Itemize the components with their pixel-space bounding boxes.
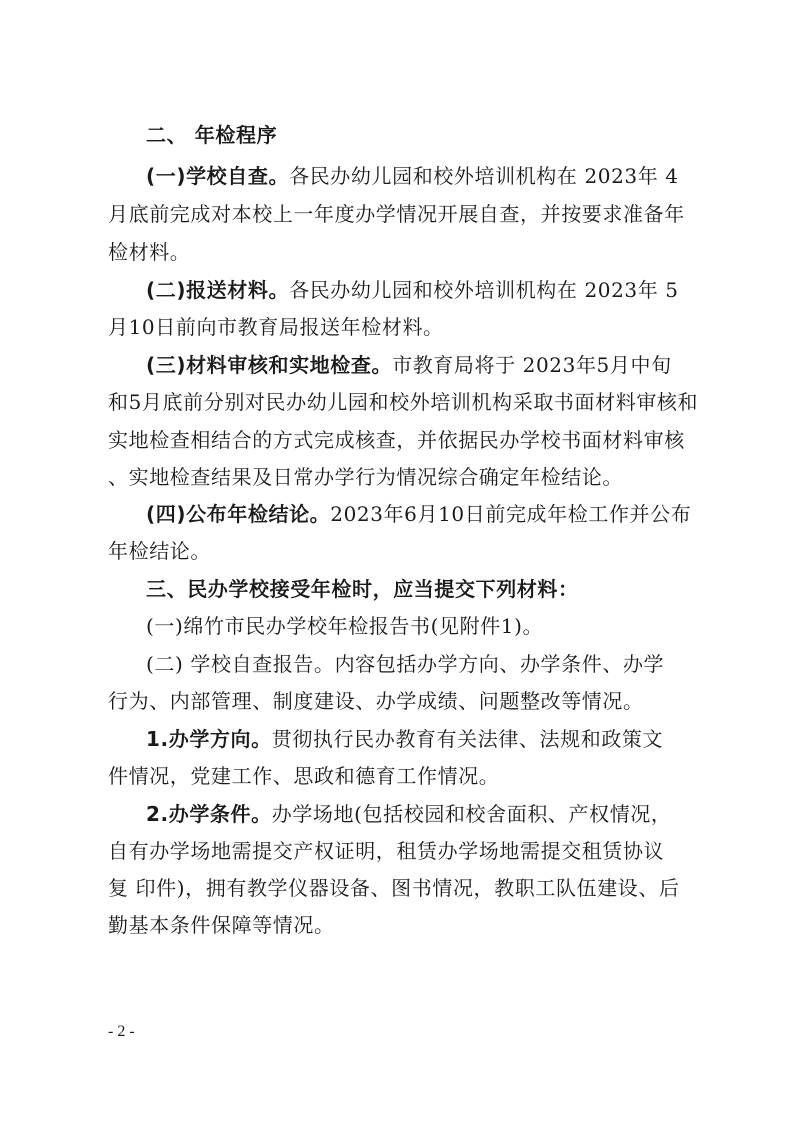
subitem-school-conditions — [146, 800, 746, 828]
paragraph-label: (一)学校自查。 — [146, 164, 290, 188]
material-item-self-report: (二) 学校自查报告。内容包括办学方向、办学条件、办学 — [146, 652, 665, 676]
paragraph-text-line: 勤基本条件保障等情况。 — [108, 913, 335, 937]
paragraph-text-line: 复 印件)，拥有教学仪器设备、图书情况，教职工队伍建设、后 — [108, 876, 680, 900]
paragraph-text-line: 件情况，党建工作、思政和德育工作情况。 — [108, 764, 500, 788]
paragraph-submit-materials — [146, 276, 746, 304]
section-heading-inspection-procedure: 二、 年检程序 — [146, 123, 278, 147]
subitem-label: 1.办学方向。 — [146, 727, 272, 751]
subitem-school-direction — [146, 725, 746, 753]
paragraph-text-line: 自有办学场地需提交产权证明，租赁办学场地需提交租赁协议 — [108, 839, 665, 863]
paragraph-text-line: 检材料。 — [108, 240, 191, 264]
subitem-text: 贯彻执行民办教育有关法律、法规和政策文 — [271, 727, 664, 751]
paragraph-text: 2023年6月10日前完成年检工作并公布 — [330, 502, 692, 526]
paragraph-text-line: 行为、内部管理、制度建设、办学成绩、问题整改等情况。 — [108, 689, 644, 713]
subitem-text: 办学场地(包括校园和校舍面积、产权情况， — [271, 802, 672, 826]
paragraph-text: 各民办幼儿园和校外培训机构在 2023年 5 — [289, 278, 679, 302]
paragraph-label: (三)材料审核和实地检查。 — [146, 353, 393, 377]
page-number: - 2 - — [108, 1023, 135, 1040]
paragraph-text-line: 年检结论。 — [108, 539, 211, 563]
paragraph-text-line: 月10日前向市教育局报送年检材料。 — [108, 315, 444, 339]
paragraph-label: (四)公布年检结论。 — [146, 502, 331, 526]
material-item-annual-report: (一)绵竹市民办学校年检报告书(见附件1)。 — [146, 614, 544, 638]
paragraph-text-line: 实地检查相结合的方式完成核查，并依据民办学校书面材料审核 — [108, 428, 685, 452]
paragraph-text-line: 和5月底前分别对民办幼儿园和校外培训机构采取书面材料审核和 — [108, 390, 699, 414]
paragraph-review-and-inspection — [146, 351, 746, 379]
paragraph-label: (二)报送材料。 — [146, 278, 290, 302]
section-heading-required-materials: 三、民办学校接受年检时，应当提交下列材料： — [146, 577, 579, 601]
paragraph-text: 市教育局将于 2023年5月中旬 — [392, 353, 672, 377]
paragraph-text-line: 月底前完成对本校上一年度办学情况开展自查，并按要求准备年 — [108, 202, 685, 226]
paragraph-publish-results — [146, 500, 746, 528]
paragraph-text: 各民办幼儿园和校外培训机构在 2023年 4 — [289, 164, 679, 188]
subitem-label: 2.办学条件。 — [146, 802, 272, 826]
paragraph-text-line: 、实地检查结果及日常办学行为情况综合确定年检结论。 — [108, 465, 623, 489]
paragraph-self-inspection — [146, 162, 746, 190]
